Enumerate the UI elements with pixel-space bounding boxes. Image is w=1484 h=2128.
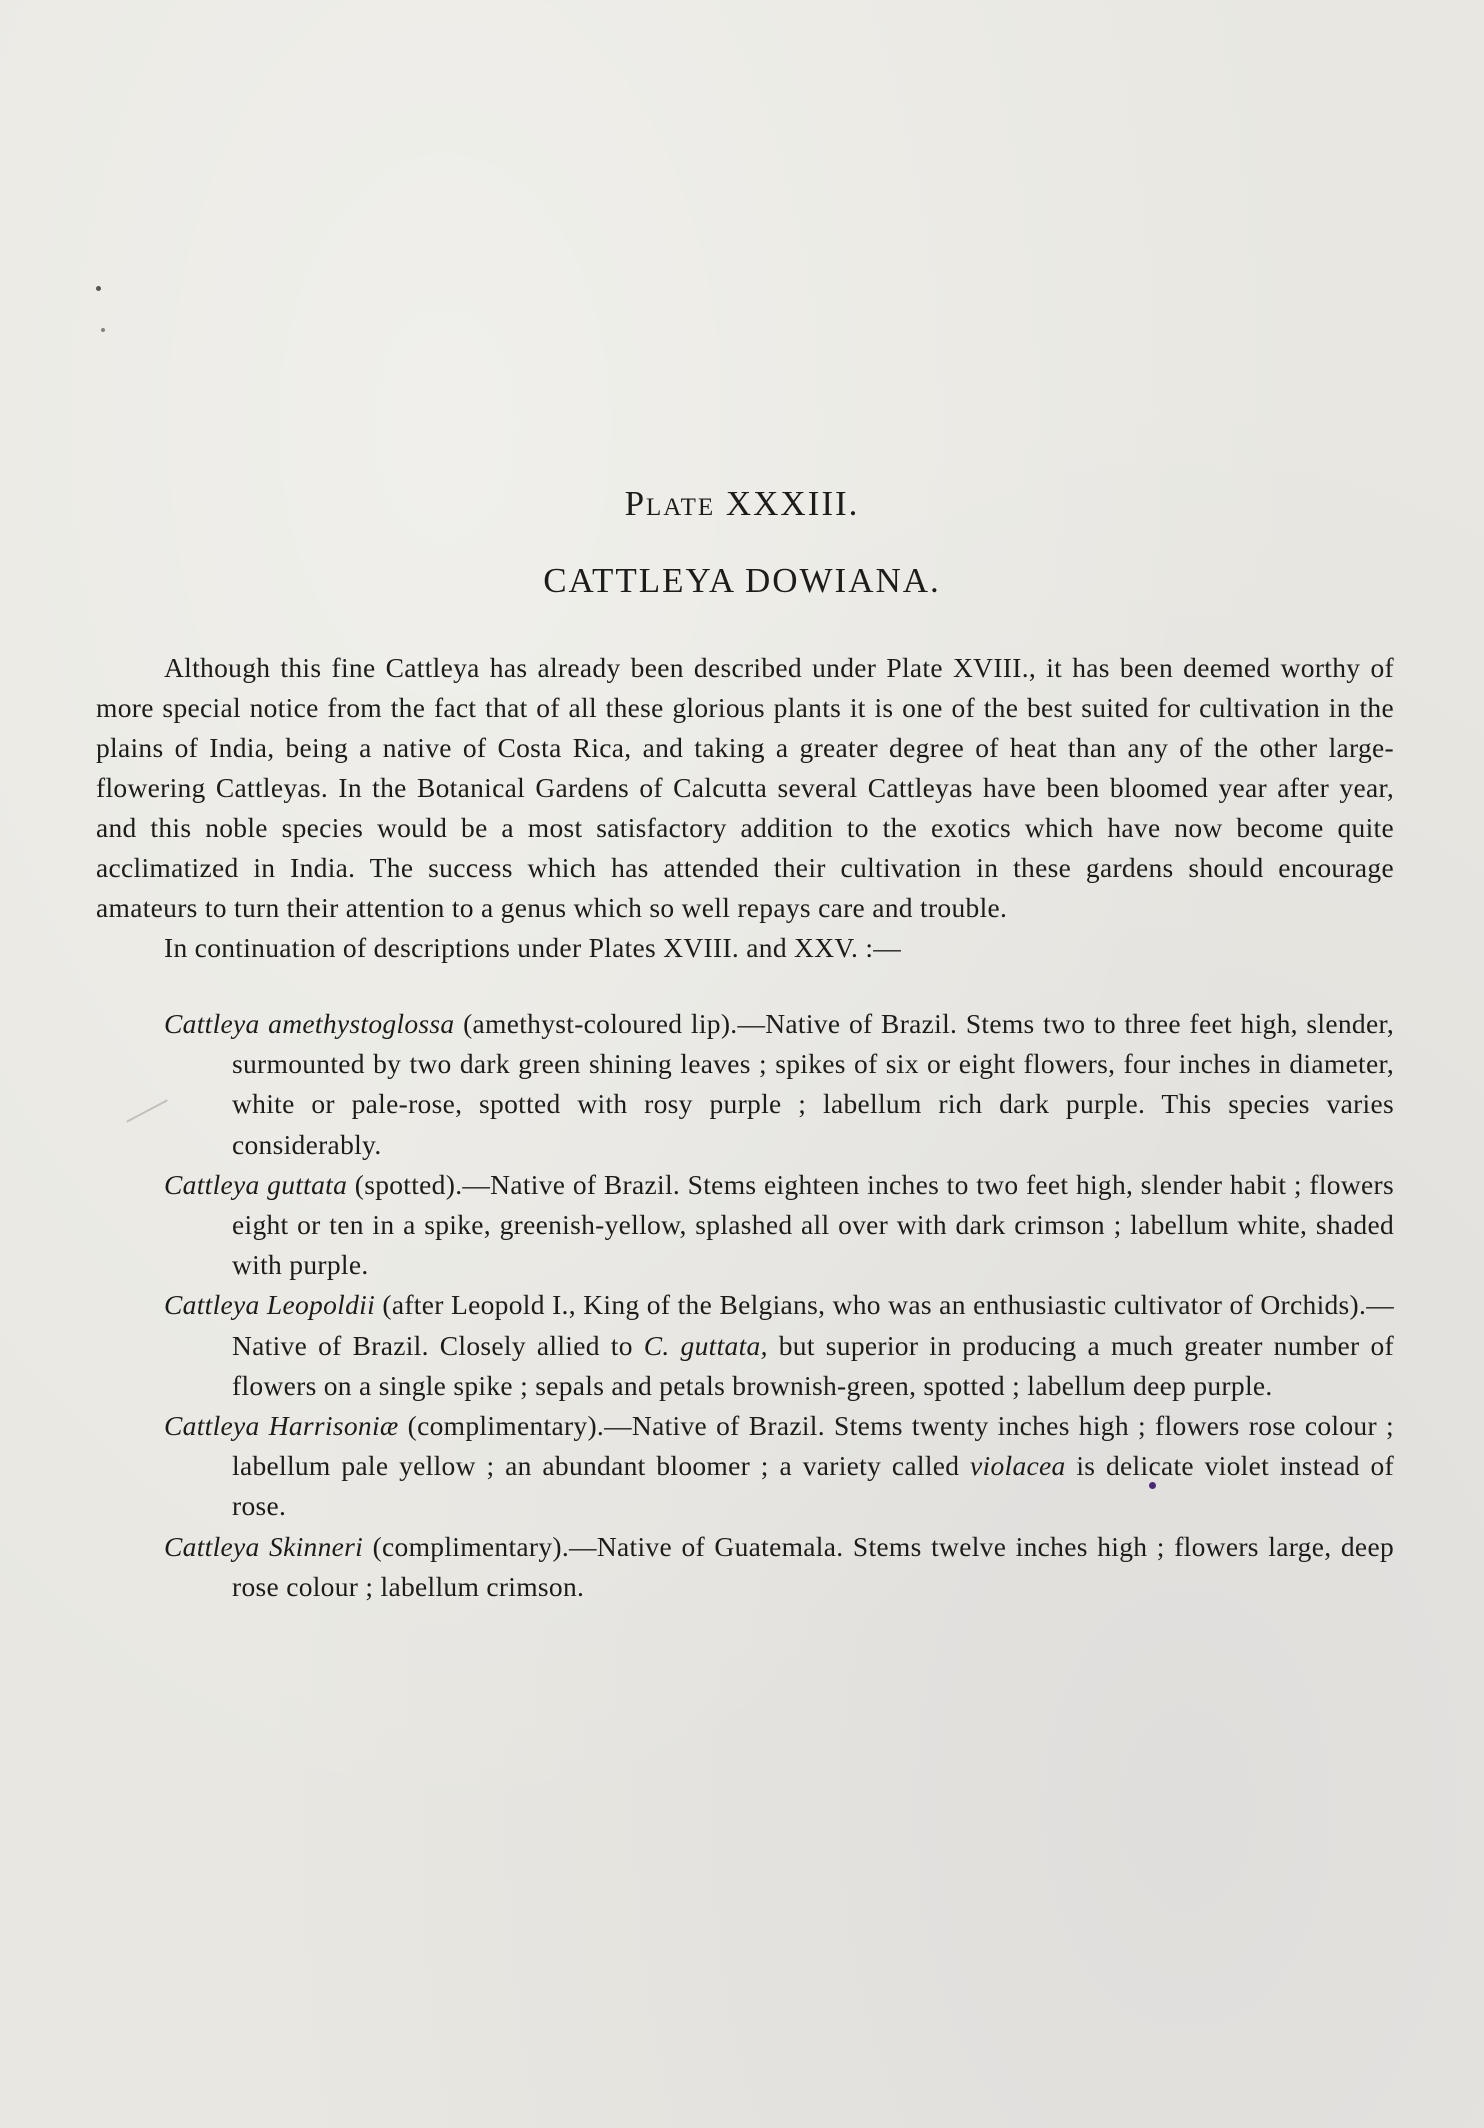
species-name: Cattleya Skinneri — [164, 1530, 364, 1562]
species-name: Cattleya amethystoglossa — [164, 1008, 455, 1039]
variety-name: violacea — [970, 1450, 1066, 1482]
species-description: (spotted).—Native of Brazil. Stems eighteen inches to two feet high, slender habit ; flowers eight or ten in a spike, greenish-yellow, splashed all over with dark crimson ; labellum white, shaded with purple. — [232, 1168, 1394, 1281]
species-name: Cattleya Harrisoniæ — [164, 1410, 399, 1442]
species-entry — [96, 1285, 1394, 1406]
species-description: (amethyst-coloured lip).—Native of Brazil. Stems two to three feet high, slender, surmounted by two dark green shining leaves ; spikes of six or eight flowers, four inches in diameter, white or pale-rose, spotted with rosy purple ; labellum rich dark purple. This species varies considerably. — [232, 1008, 1394, 1160]
species-name: Cattleya guttata — [164, 1168, 348, 1200]
species-list — [96, 1004, 1394, 1607]
page-title: CATTLEYA DOWIANA. — [543, 561, 941, 600]
species-entry — [96, 1165, 1394, 1286]
species-entry — [96, 1527, 1394, 1607]
ink-speck — [101, 328, 105, 332]
species-description-continued: is delicate violet instead of rose. — [232, 1450, 1395, 1522]
species-name: Cattleya Leopoldii — [164, 1289, 376, 1321]
plate-numeral: XXXIII. — [725, 484, 860, 523]
species-description: (complimentary).—Native of Brazil. Stems twenty inches high ; flowers rose colour ; labellum pale yellow ; an abundant bloomer ; a variety called — [232, 1410, 1394, 1482]
species-reference: C. guttata, — [643, 1329, 768, 1361]
species-entry — [96, 1406, 1394, 1527]
species-entry — [96, 1004, 1394, 1165]
species-description: (complimentary).—Native of Guatemala. Stems twelve inches high ; flowers large, deep rose colour ; labellum crimson. — [232, 1530, 1394, 1602]
species-description: (after Leopold I., King of the Belgians, who was an enthusiastic cultivator of Orchids).—Native of Brazil. Closely allied to — [232, 1289, 1394, 1361]
plate-heading — [0, 484, 1484, 524]
intro-paragraph: Although this fine Cattleya has already been described under Plate XVIII., it has been deemed worthy of more special notice from the fact that of all these glorious plants it is one of the best suited for cultivation in the plains of India, being a native of Costa Rica, and taking a greater degree of heat than any of the other large-flowering Cattleyas. In the Botanical Gardens of Calcutta several Cattleyas have been bloomed year after year, and this noble species would be a most satisfactory addition to the exotics which have now become quite acclimatized in India. The success which has attended their cultivation in these gardens should encourage amateurs to turn their attention to a genus which so well repays care and trouble. — [96, 652, 1394, 923]
species-description-continued: but superior in producing a much greater number of flowers on a single spike ; sepals and petals brownish-green, spotted ; labellum deep purple. — [232, 1329, 1394, 1401]
continuation-line: In continuation of descriptions under Plates XVIII. and XXV. :— — [164, 932, 902, 963]
plate-word: Plate — [624, 484, 716, 523]
ink-speck — [96, 286, 101, 291]
body-text — [96, 648, 1394, 1607]
